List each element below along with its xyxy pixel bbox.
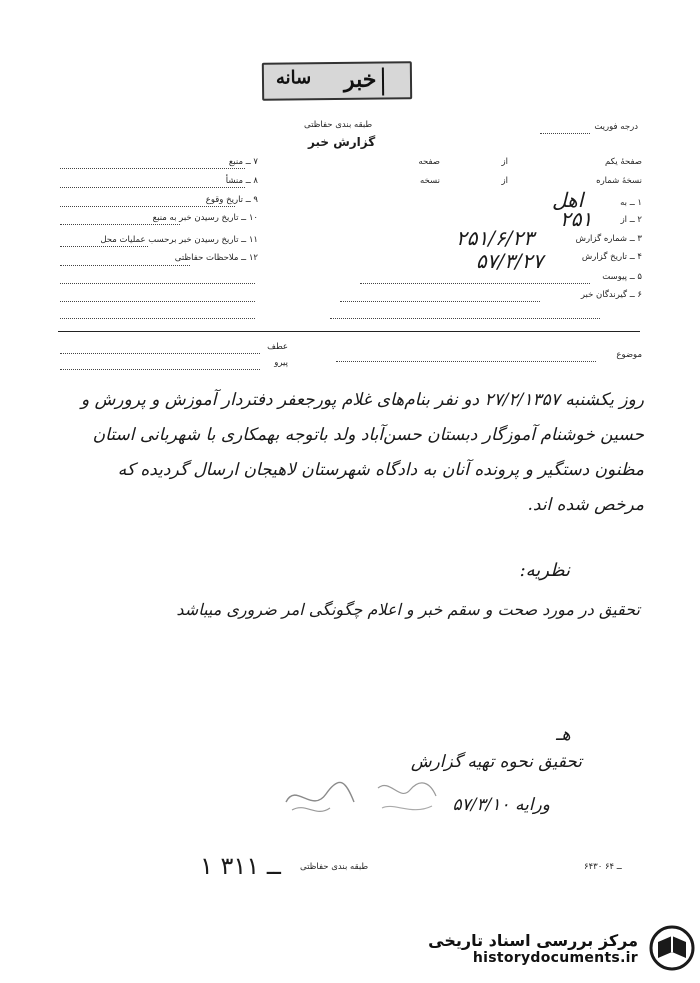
copy-sep1: از <box>501 176 508 186</box>
signature-mark: هـ <box>556 724 571 745</box>
bottom-handwritten-number: ۱ ــ ۳۱۱ <box>200 852 281 880</box>
body-line-1: روز یکشنبه ۲۷/۲/۱۳۵۷ دو نفر بنام‌های غلام پورجعفر دفتردار آموزش و پرورش و <box>81 390 644 410</box>
opinion-heading: نظریه: <box>519 560 570 581</box>
header-title: گزارش خبر <box>308 135 376 149</box>
form-code: ۶۴۳۰ ــ ۶۴ <box>584 862 622 872</box>
subject-dots <box>336 361 596 362</box>
copy-sep2: نسخه <box>420 176 440 186</box>
page-sep2: صفحه <box>418 157 440 167</box>
field-dots <box>360 283 590 284</box>
field-source: ۷ ــ منبع <box>228 157 258 167</box>
urgency-dots <box>540 133 590 134</box>
field-dots <box>330 318 600 319</box>
atf-label: عطف <box>267 342 288 352</box>
header-classification: طبقه بندی حفاظتی <box>304 120 373 130</box>
watermark-name: مرکز بررسی اسناد تاریخی <box>428 930 638 950</box>
body-line-3: مظنون دستگیر و پرونده آنان به دادگاه شهرستان لاهیجان ارسال گردیده که <box>117 460 644 480</box>
field-dots <box>60 168 245 169</box>
field-dots <box>60 318 255 319</box>
body-line-2: حسین خوشنام آموزگار دبستان حسن‌آباد ولد باتوجه بهمکاری با شهربانی استان <box>92 425 644 445</box>
page-label: صفحهٔ یکم <box>605 157 642 167</box>
field-source-date: ۱۰ ــ تاریخ رسیدن خبر به منبع <box>152 213 258 223</box>
field-dots <box>340 301 540 302</box>
body-line-4: مرخص شده اند. <box>527 495 644 515</box>
field-dots <box>60 206 235 207</box>
form-separator <box>58 331 640 332</box>
page-sep1: از <box>501 157 508 167</box>
subject-label: موضوع <box>616 350 642 360</box>
field-security-notes: ۱۲ ــ ملاحظات حفاظتی <box>174 253 258 263</box>
urgency-label: درجه فوریت <box>594 122 638 132</box>
opinion-text: تحقیق در مورد صحت و سقم خبر و اعلام چگونگی امر ضروری میباشد <box>176 600 640 619</box>
report-date-value: ۵۷/۳/۲۷ <box>476 249 544 273</box>
field-dots <box>60 246 148 247</box>
report-date-label: ۴ ــ تاریخ گزارش <box>581 252 642 262</box>
book-logo-icon <box>646 924 698 972</box>
field-dots <box>60 265 190 266</box>
field-dots <box>60 224 180 225</box>
atf-dots <box>60 353 260 354</box>
signature-line-1: تحقیق نحوه تهیه گزارش <box>410 752 582 772</box>
recipients-label: ۶ ــ گیرندگان خبر <box>580 290 642 300</box>
peyro-label: پیرو <box>274 358 288 368</box>
field-ops-date: ۱۱ ــ تاریخ رسیدن خبر برحسب عملیات محل <box>100 235 258 245</box>
faint-seal-marks <box>282 772 442 822</box>
signature-line-2: ورایه ۵۷/۳/۱۰ <box>452 795 550 815</box>
to-label: ۱ ــ به <box>620 198 642 208</box>
report-number-value: ۲۵۱/۶/۲۳ <box>456 226 534 250</box>
field-dots <box>60 187 245 188</box>
field-event-date: ۹ ــ تاریخ وقوع <box>205 195 258 205</box>
stamp-mark <box>382 68 384 96</box>
stamp-text: خبر <box>343 66 377 93</box>
stamp-text-2: سانه <box>275 67 312 89</box>
field-origin: ۸ ــ منشأ <box>225 176 258 186</box>
from-value: ۲۵۱ <box>560 207 593 231</box>
watermark-url: historydocuments.ir <box>472 949 638 966</box>
report-number-label: ۳ ــ شماره گزارش <box>575 234 642 244</box>
top-stamp <box>262 61 412 101</box>
attachment-label: ۵ ــ پیوست <box>602 272 642 282</box>
from-label: ۲ ــ از <box>620 215 642 225</box>
copy-label: نسخهٔ شماره <box>596 176 642 186</box>
field-dots <box>60 283 255 284</box>
peyro-dots <box>60 369 260 370</box>
watermark <box>408 918 698 978</box>
to-value: اهل <box>552 188 584 212</box>
field-dots <box>60 301 255 302</box>
bottom-classification: طبقه بندی حفاظتی <box>300 862 369 872</box>
